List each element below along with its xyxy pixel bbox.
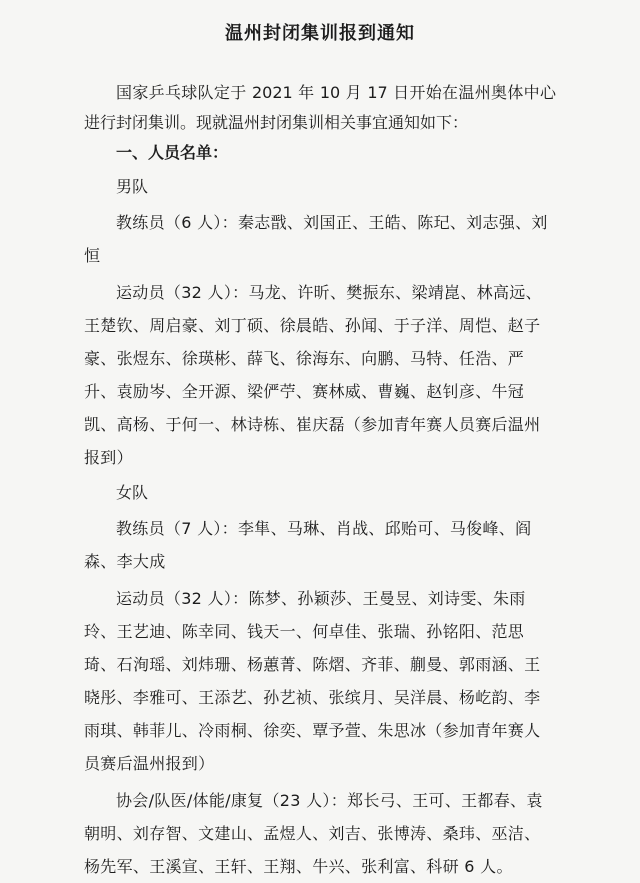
women-coaches-list: 教练员（7 人）：李隼、马琳、肖战、邱贻可、马俊峰、阎森、李大成 [84,519,532,571]
section-heading-personnel: 一、人员名单： [116,143,229,162]
intro-paragraph: 国家乒乓球队定于 2021 年 10 月 17 日开始在温州奥体中心进行封闭集训。现就温州封闭集训相关事宜通知如下： [84,83,556,132]
women-athletes-list: 运动员（32 人）：陈梦、孙颖莎、王曼昱、刘诗雯、朱雨玲、王艺迪、陈幸同、钱天一、何卓佳、张瑞、孙铭阳、范思琦、石洵瑶、刘炜珊、杨蕙菁、陈熠、齐菲、蒯曼、郭雨涵、王晓彤、李雅可、王添艺、孙艺祯、张缤月、吴洋晨、杨屹韵、李雨琪、韩菲儿、冷雨桐、徐奕、覃予萱、朱思冰（参加青年赛人员赛后温州报到） [84,589,541,773]
men-team-heading: 男队 [116,177,149,196]
men-athletes-list: 运动员（32 人）：马龙、许昕、樊振东、梁靖崑、林高远、王楚钦、周启豪、刘丁硕、徐晨皓、孙闻、于子洋、周恺、赵子豪、张煜东、徐瑛彬、薛飞、徐海东、向鹏、马特、任浩、严升、袁励岑、全开源、梁俨苧、赛林威、曹巍、赵钊彦、牛冠凯、高杨、于何一、林诗栋、崔庆磊（参加青年赛人员赛后温州报到） [84,283,542,467]
women-team-heading: 女队 [116,483,149,502]
document-title: 温州封闭集训报到通知 [225,23,415,44]
men-coaches-list: 教练员（6 人）：秦志戬、刘国正、王皓、陈玘、刘志强、刘恒 [84,213,548,265]
support-staff-list: 协会/队医/体能/康复（23 人）：郑长弓、王可、王都春、袁朝明、刘存智、文建山、孟煜人、刘吉、张博涛、桑玮、巫洁、杨先军、王溪宣、王轩、王翔、牛兴、张利富、科研 6 人。 [84,791,543,876]
